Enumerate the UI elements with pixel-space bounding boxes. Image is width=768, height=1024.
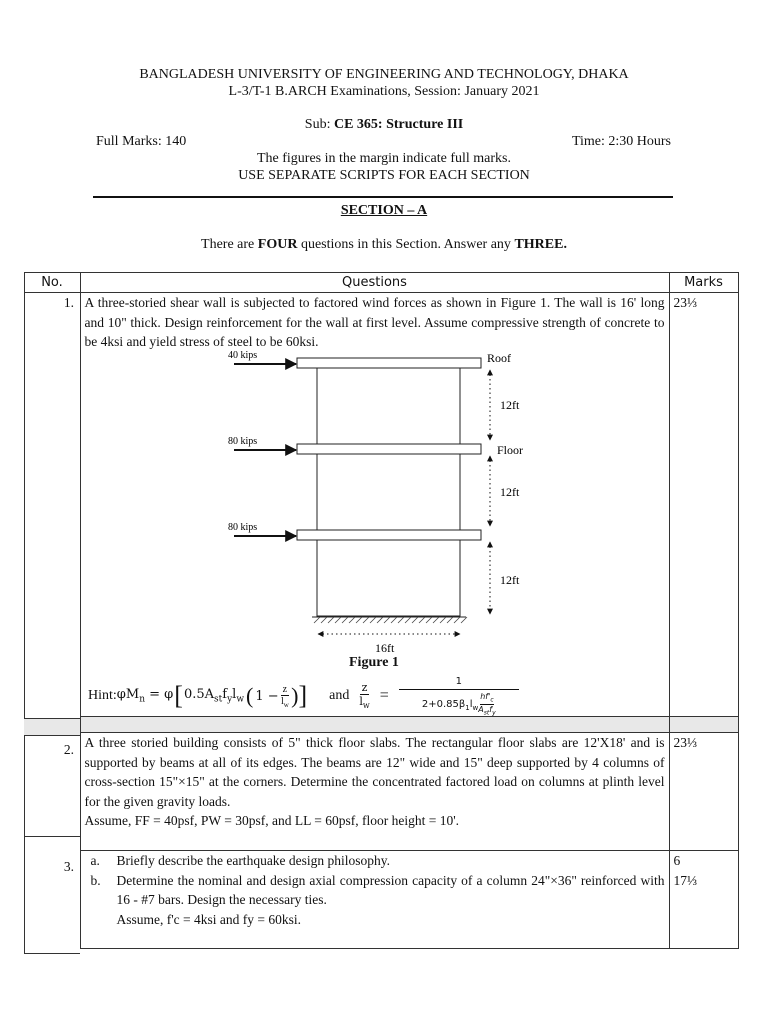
q3-number: 3. [63, 859, 74, 874]
exam-info: L-3/T-1 B.ARCH Examinations, Session: January 2021 [228, 84, 540, 99]
margin-note: The figures in the margin indicate full marks. [256, 151, 511, 166]
q3b: b. Determine the nominal and design axial compression capacity of a column 24"×36" reinforced with 16 - #7 bars. Design the necessary ties. [90, 872, 665, 907]
subject-line [0, 116, 768, 133]
floor-label: Floor [497, 443, 524, 457]
figure-caption: Figure 1 [349, 655, 399, 670]
ground-hatch [314, 617, 467, 623]
no-column [24, 272, 80, 954]
q1-marks: 23⅓ [669, 293, 738, 717]
full-marks: Full Marks: 140 [96, 134, 187, 149]
q3a-marks: 6 [673, 853, 681, 868]
sub-prefix: Sub: [304, 117, 334, 132]
roof-label: Roof [487, 351, 511, 365]
q2-text-cell [80, 733, 669, 851]
roof-slab [297, 358, 481, 368]
load-label-1: 40 kips [228, 350, 258, 361]
width-label: 16ft [375, 641, 395, 655]
height-label-2: 12ft [500, 485, 520, 499]
col-no-header: No. [24, 273, 80, 293]
q1-number: 1. [63, 295, 74, 310]
scripts-note: USE SEPARATE SCRIPTS FOR EACH SECTION [238, 168, 530, 183]
university-name: BANGLADESH UNIVERSITY OF ENGINEERING AND TECHNOLOGY, DHAKA [139, 67, 629, 82]
q3b-assume-line [85, 910, 665, 930]
section-title: SECTION – A [340, 203, 428, 218]
load-label-2: 80 kips [228, 436, 258, 447]
no-divider [24, 836, 80, 837]
col-marks-header: Marks [669, 273, 738, 293]
hint-and: and [329, 688, 350, 703]
q2-text: A three storied building consists of 5" thick floor slabs. The rectangular floor slabs are 12'X18' and is supported by beams at all of its edges. The beams are 12" wide and 15" deep supported by 4 columns of cross-section 15"×15" at the corners. Determine the concentrated factored load on columns at plinth level for the given gravity loads. [84, 735, 665, 809]
q3-marks-cell [669, 851, 738, 949]
table-row-q2 [80, 733, 738, 851]
floor-slab-2 [297, 444, 481, 454]
height-label-3: 12ft [500, 573, 520, 587]
q1-text: A three-storied shear wall is subjected to factored wind forces as shown in Figure 1. The wall is 16' long and 10" thick. Design reinforcement for the wall at first level. Assume compressive strength of concrete to be 4ksi and yield stress of steel to be 60ksi. [84, 295, 665, 349]
q2-marks: 23⅓ [669, 733, 738, 851]
table-row-q3 [80, 851, 738, 949]
q2-assume: Assume, FF = 40psf, PW = 30psf, and LL = 60psf, floor height = 10'. [84, 813, 459, 828]
figure-1-shear-wall [200, 344, 580, 664]
subject-title: CE 365: Structure III [333, 117, 464, 132]
q2-number: 2. [63, 742, 74, 757]
hint-label: Hint: [88, 688, 117, 703]
floor-slab-1 [297, 530, 481, 540]
table-spacer-row [80, 717, 738, 733]
wall-outline [317, 366, 460, 616]
q3b-assume: Assume, f'c = 4ksi and fy = 60ksi. [116, 911, 302, 927]
header-divider [93, 196, 673, 198]
load-label-3: 80 kips [228, 522, 258, 533]
col-questions-header: Questions [80, 273, 669, 293]
q3a: a. Briefly describe the earthquake design philosophy. [90, 853, 391, 868]
exam-time: Time: 2:30 Hours [571, 134, 671, 149]
no-spacer [24, 718, 80, 736]
q3-text-cell [80, 851, 669, 949]
q3b-marks: 17⅓ [673, 872, 698, 888]
hint-formula: Hint: $\varphi M_n = \varphi$ [ $0.5A_{st}f_yl_w$ ( 1 − $\frac{z}{l_w}$ ) ] and $\frac{z}{l_w}$ = 1 $2+0.85\beta_1l_w$ $hf'_c$ $A_{st}f_y$ [88, 676, 519, 716]
section-instruction: There are FOUR questions in this Section. Answer any THREE. [201, 237, 567, 252]
height-label-1: 12ft [500, 398, 520, 412]
table-header-row [80, 273, 738, 293]
